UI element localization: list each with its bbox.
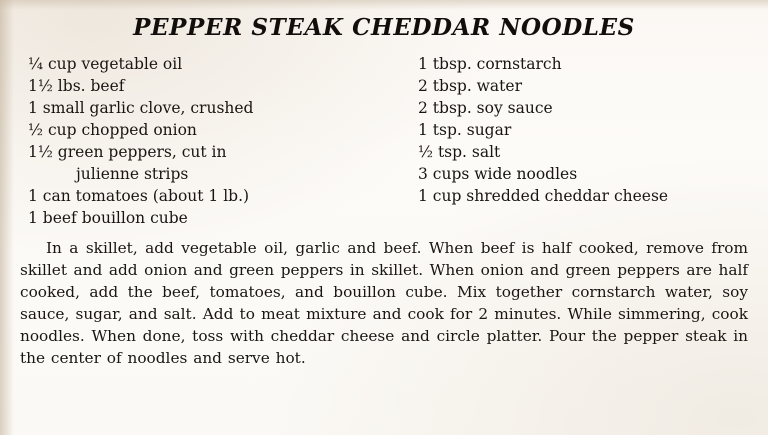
instructions-paragraph: In a skillet, add vegetable oil, garlic and beef. When beef is half cooked, remove from skillet and add onion and green peppers in skillet. When onion and green peppers are half cooked, add the beef, tomatoes, and bouillon cube. Mix together cornstarch water, soy sauce, sugar, and salt. Add to meat mixture and cook for 2 minutes. While simmering, cook noodles. When done, toss with cheddar cheese and circle platter. Pour the pepper steak in the center of noodles and serve hot. xyxy=(20,239,748,368)
ingredient-item: 1 small garlic clove, crushed xyxy=(28,99,254,117)
ingredients-column-right xyxy=(394,53,754,207)
paper-edge-shadow-top xyxy=(0,0,768,10)
recipe-instructions xyxy=(14,237,754,369)
ingredient-item: 2 tbsp. water xyxy=(418,77,522,95)
ingredient-item: ½ tsp. salt xyxy=(418,143,501,161)
ingredient-item: 1½ lbs. beef xyxy=(28,77,125,95)
paper-edge-shadow-left xyxy=(0,0,14,435)
ingredients-column-left xyxy=(14,53,394,229)
ingredient-item: 1 cup shredded cheddar cheese xyxy=(418,187,669,205)
ingredient-item: 3 cups wide noodles xyxy=(418,165,578,183)
ingredients-section xyxy=(14,53,754,229)
ingredient-item-continuation: julienne strips xyxy=(76,165,189,183)
ingredient-item: ¼ cup vegetable oil xyxy=(28,55,183,73)
ingredient-item: 2 tbsp. soy sauce xyxy=(418,99,553,117)
ingredient-item: 1 beef bouillon cube xyxy=(28,209,188,227)
ingredient-item: ½ cup chopped onion xyxy=(28,121,197,139)
recipe-title: PEPPER STEAK CHEDDAR NOODLES xyxy=(133,14,635,41)
ingredient-item: 1 tbsp. cornstarch xyxy=(418,55,562,73)
ingredient-item: 1 tsp. sugar xyxy=(418,121,512,139)
ingredient-item: 1½ green peppers, cut in xyxy=(28,143,227,161)
ingredient-item: 1 can tomatoes (about 1 lb.) xyxy=(28,187,250,205)
